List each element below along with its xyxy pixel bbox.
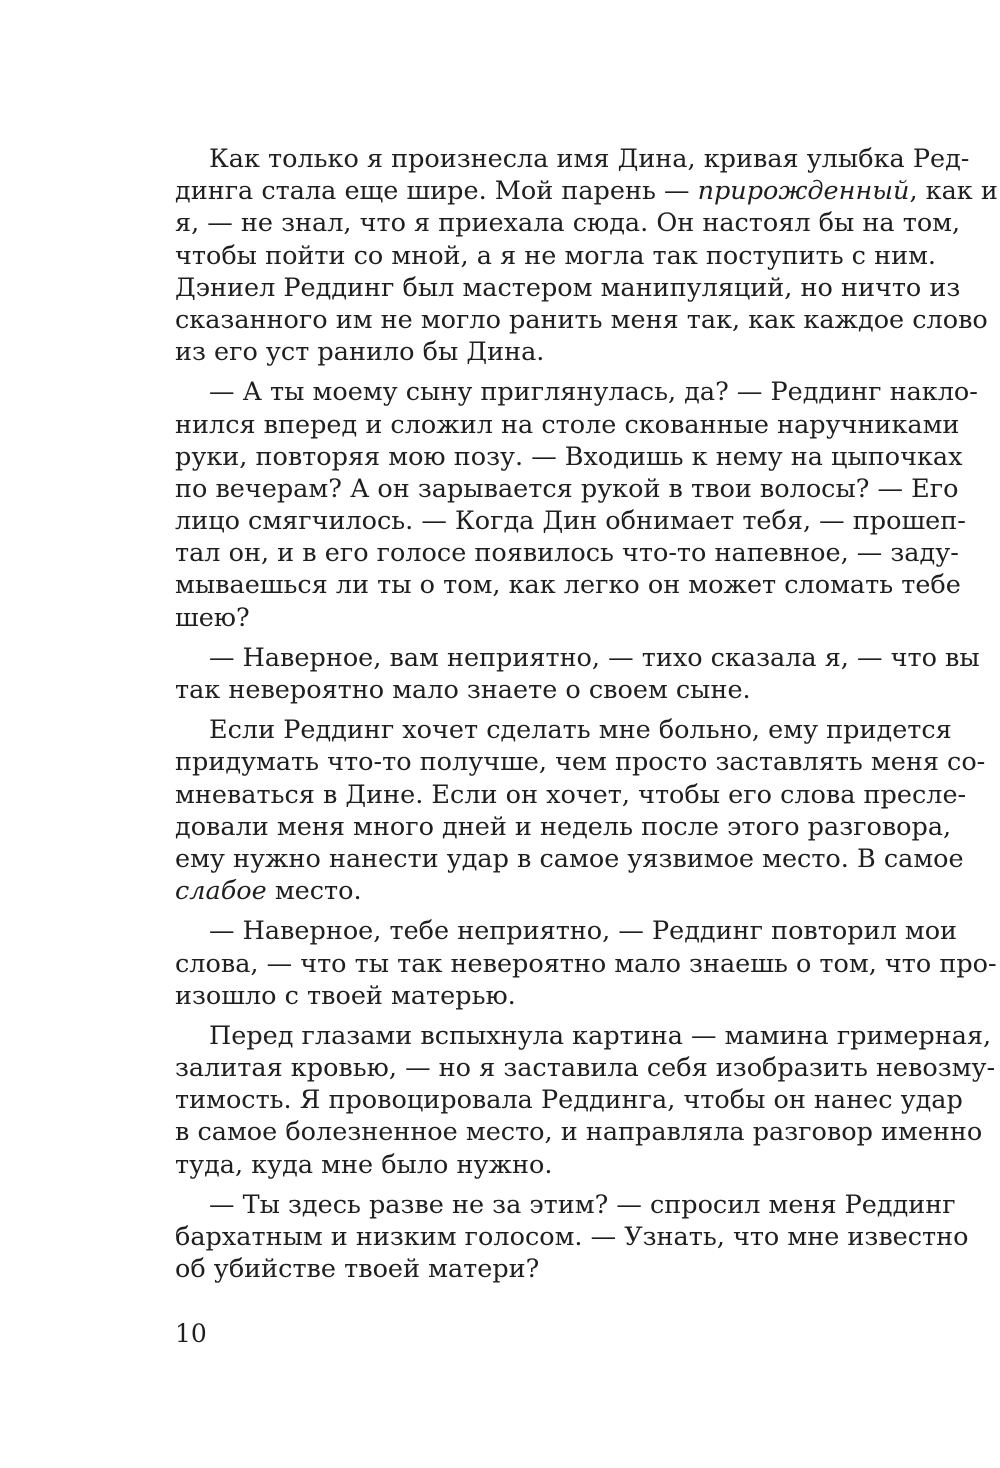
text-segment: — А ты моему сыну приглянулась, да? — Реддинг накло- bbox=[209, 377, 978, 408]
text-segment: чтобы пойти со мной, а я не могла так поступить с ним. bbox=[175, 240, 937, 271]
text-line bbox=[175, 473, 959, 505]
text-segment: я, — не знал, что я приехала сюда. Он настоял бы на том, bbox=[175, 208, 961, 239]
text-line bbox=[175, 376, 978, 408]
text-segment: руки, повторяя мою позу. — Входишь к нему на цыпочках bbox=[175, 441, 963, 472]
text-line bbox=[175, 1253, 888, 1285]
text-line bbox=[175, 505, 966, 537]
text-line bbox=[175, 1116, 983, 1148]
text-line bbox=[175, 537, 959, 569]
page-number: 10 bbox=[175, 1319, 207, 1348]
text-segment: , как и bbox=[909, 176, 998, 207]
text-segment: Перед глазами вспыхнула картина — мамина гримерная, bbox=[209, 1020, 992, 1051]
text-line bbox=[175, 336, 888, 368]
text-segment: место. bbox=[266, 876, 362, 907]
text-line bbox=[175, 674, 888, 706]
text-line bbox=[175, 602, 888, 634]
text-line bbox=[175, 175, 998, 207]
text-segment: Если Реддинг хочет сделать мне больно, ему придется bbox=[209, 715, 952, 746]
text-line bbox=[175, 272, 961, 304]
text-line bbox=[175, 811, 952, 843]
body-text bbox=[175, 143, 998, 1285]
text-line bbox=[175, 948, 997, 980]
text-line bbox=[175, 843, 964, 875]
text-line bbox=[175, 875, 888, 907]
paragraph-gap bbox=[175, 1012, 888, 1020]
text-line bbox=[175, 779, 967, 811]
text-line bbox=[175, 1149, 888, 1181]
paragraph-gap bbox=[175, 706, 888, 714]
text-segment: тимость. Я провоцировала Реддинга, чтобы он нанес удар bbox=[175, 1085, 963, 1116]
text-line bbox=[175, 1020, 992, 1052]
text-line bbox=[175, 569, 961, 601]
text-segment: — Ты здесь разве не за этим? — спросил меня Реддинг bbox=[209, 1189, 956, 1220]
text-line bbox=[175, 1052, 996, 1084]
text-line bbox=[175, 1189, 956, 1221]
text-segment: туда, куда мне было нужно. bbox=[175, 1149, 553, 1180]
text-segment: в самое болезненное место, и направляла разговор именно bbox=[175, 1117, 983, 1148]
text-line bbox=[175, 642, 980, 674]
text-segment: придумать что-то получше, чем просто заставлять меня со- bbox=[175, 747, 986, 778]
text-line bbox=[175, 441, 963, 473]
text-segment: залитая кровью, — но я заставила себя изобразить невозму- bbox=[175, 1053, 996, 1084]
text-segment: по вечерам? А он зарывается рукой в твои волосы? — Его bbox=[175, 473, 959, 504]
text-line bbox=[175, 1084, 963, 1116]
text-segment: — Наверное, вам неприятно, — тихо сказала я, — что вы bbox=[209, 642, 980, 673]
text-segment: ему нужно нанести удар в самое уязвимое место. В самое bbox=[175, 843, 964, 874]
text-segment: из его уст ранило бы Дина. bbox=[175, 337, 545, 368]
text-segment: слова, — что ты так невероятно мало знаешь о том, что про- bbox=[175, 948, 997, 979]
italic-text: слабое bbox=[175, 876, 267, 907]
text-segment: нился вперед и сложил на столе скованные наручниками bbox=[175, 409, 960, 440]
text-line bbox=[175, 1221, 969, 1253]
text-line bbox=[175, 714, 952, 746]
text-segment: лицо смягчилось. — Когда Дин обнимает тебя, — прошеп- bbox=[175, 506, 966, 537]
text-line bbox=[175, 409, 960, 441]
text-segment: мываешься ли ты о том, как легко он может сломать тебе bbox=[175, 570, 961, 601]
text-line bbox=[175, 207, 961, 239]
text-segment: так невероятно мало знаете о своем сыне. bbox=[175, 675, 751, 705]
text-segment: бархатным и низким голосом. — Узнать, что мне известно bbox=[175, 1222, 969, 1252]
text-line bbox=[175, 980, 888, 1012]
italic-text: прирожденный bbox=[697, 176, 910, 207]
text-segment: изошло с твоей матерью. bbox=[175, 980, 516, 1011]
paragraph-gap bbox=[175, 907, 888, 915]
paragraph-gap bbox=[175, 634, 888, 642]
text-segment: об убийстве твоей матери? bbox=[175, 1254, 540, 1285]
text-line bbox=[175, 240, 937, 272]
text-segment: тал он, и в его голосе появилось что-то напевное, — заду- bbox=[175, 538, 959, 569]
text-segment: довали меня много дней и недель после этого разговора, bbox=[175, 811, 952, 842]
text-segment: Дэниел Реддинг был мастером манипуляций, но ничто из bbox=[175, 272, 961, 303]
paragraph-gap bbox=[175, 368, 888, 376]
text-segment: шею? bbox=[175, 602, 250, 633]
text-segment: мневаться в Дине. Если он хочет, чтобы его слова пресле- bbox=[175, 779, 967, 810]
paragraph-gap bbox=[175, 1181, 888, 1189]
text-segment: Как только я произнесла имя Дина, кривая улыбка Ред- bbox=[209, 144, 970, 174]
text-line bbox=[175, 143, 970, 175]
text-line bbox=[175, 915, 958, 947]
text-line bbox=[175, 746, 986, 778]
text-segment: сказанного им не могло ранить меня так, как каждое слово bbox=[175, 304, 988, 335]
text-line bbox=[175, 304, 988, 336]
text-segment: — Наверное, тебе неприятно, — Реддинг повторил мои bbox=[209, 916, 958, 947]
text-segment: динга стала еще шире. Мой парень — bbox=[175, 176, 698, 207]
